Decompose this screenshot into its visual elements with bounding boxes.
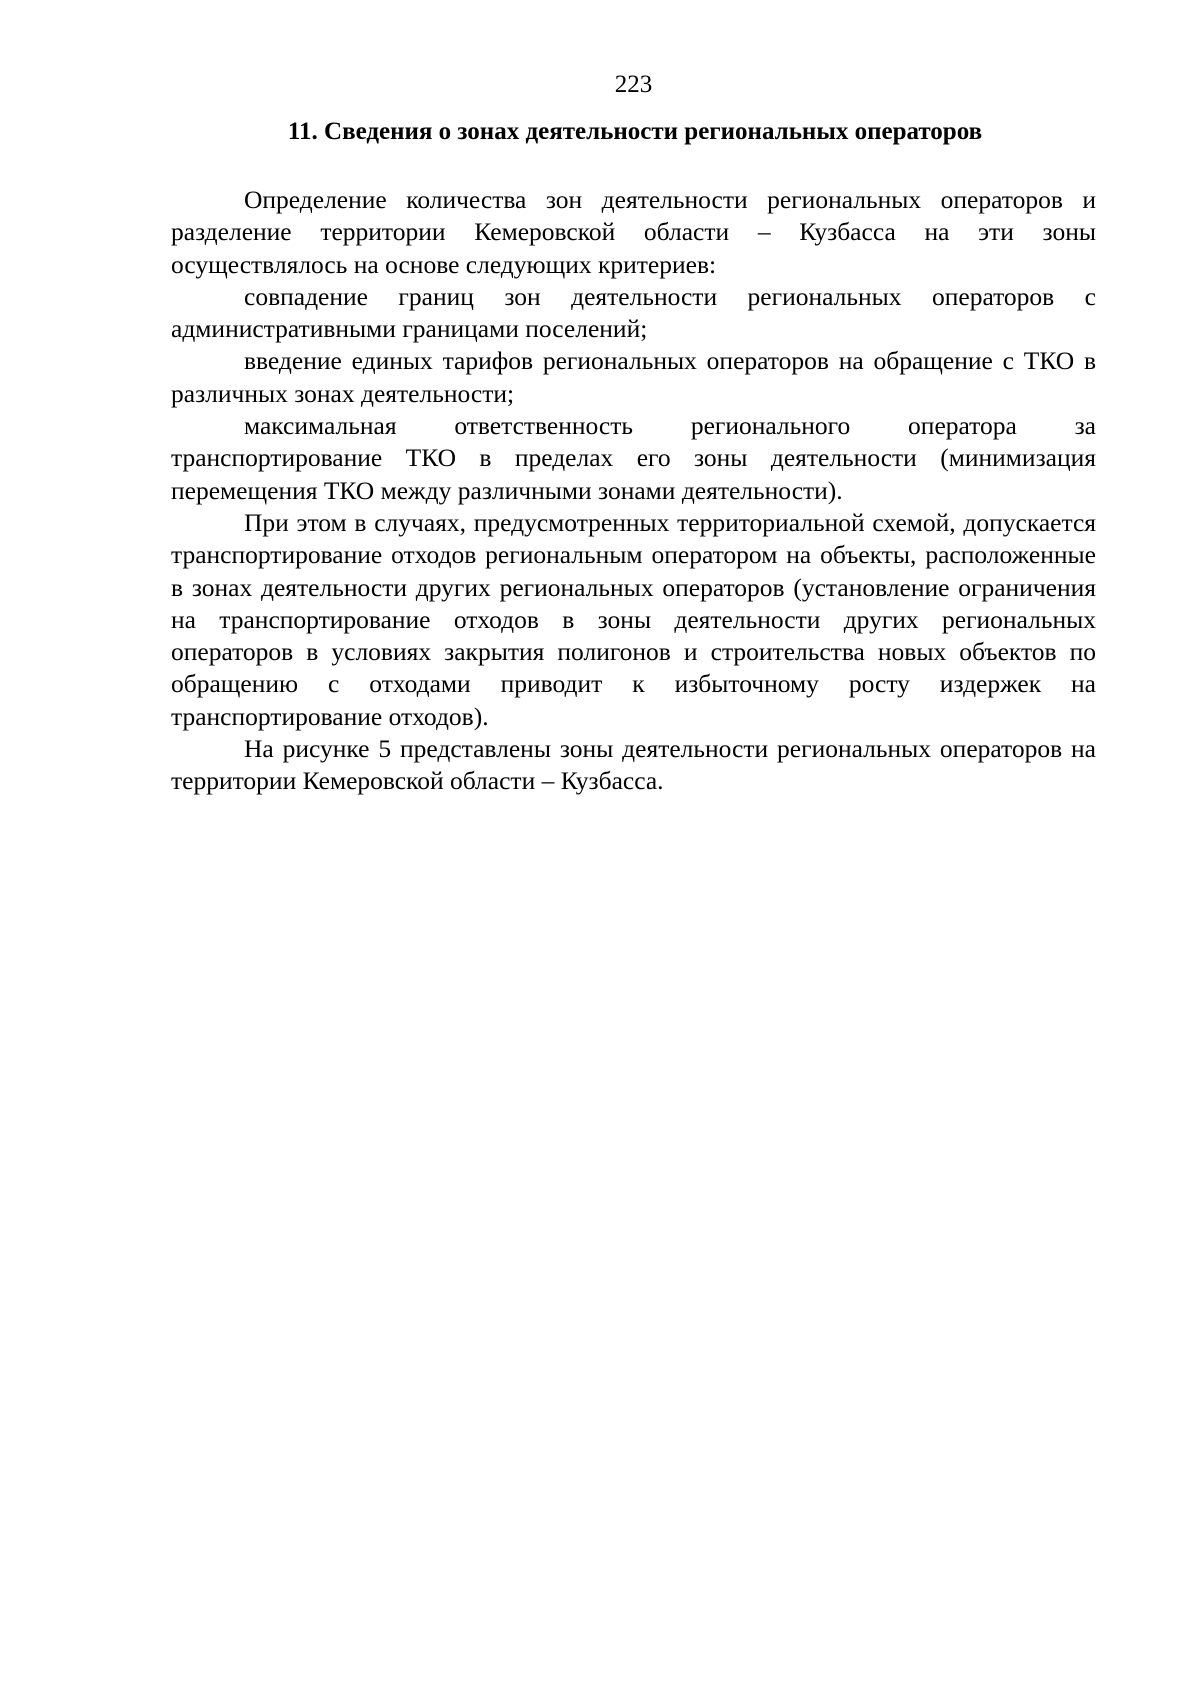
paragraph-criterion-boundaries: совпадение границ зон деятельности региональных операторов с административными границами поселений; [171,281,1096,344]
section-title: 11. Сведения о зонах деятельности региональных операторов [287,118,983,145]
paragraph-exceptions: При этом в случаях, предусмотренных территориальной схемой, допускается транспортирование отходов региональным оператором на объекты, расположенные в зонах деятельности других региональных операторов (установление ограничения на транспортирование отходов в зоны деятельности других региональных операторов в условиях закрытия полигонов и строительства новых объектов по обращению с отходами приводит к избыточному росту издержек на транспортирование отходов). [171,507,1096,731]
paragraph-figure-reference: На рисунке 5 представлены зоны деятельности региональных операторов на территории Кемеровской области – Кузбасса. [171,734,1096,796]
paragraph-intro: Определение количества зон деятельности региональных операторов и разделение территории Кемеровской области – Кузбасса на эти зоны осуществлялось на основе следующих критериев: [171,185,1096,279]
paragraph-criterion-tariffs: введение единых тарифов региональных операторов на обращение с ТКО в различных зонах деятельности; [171,346,1096,408]
section-body [171,184,1096,798]
page-number: 223 [614,71,653,98]
paragraph-criterion-responsibility: максимальная ответственность регионального оператора за транспортирование ТКО в пределах его зоны деятельности (минимизация перемещения ТКО между различными зонами деятельности). [171,411,1096,505]
